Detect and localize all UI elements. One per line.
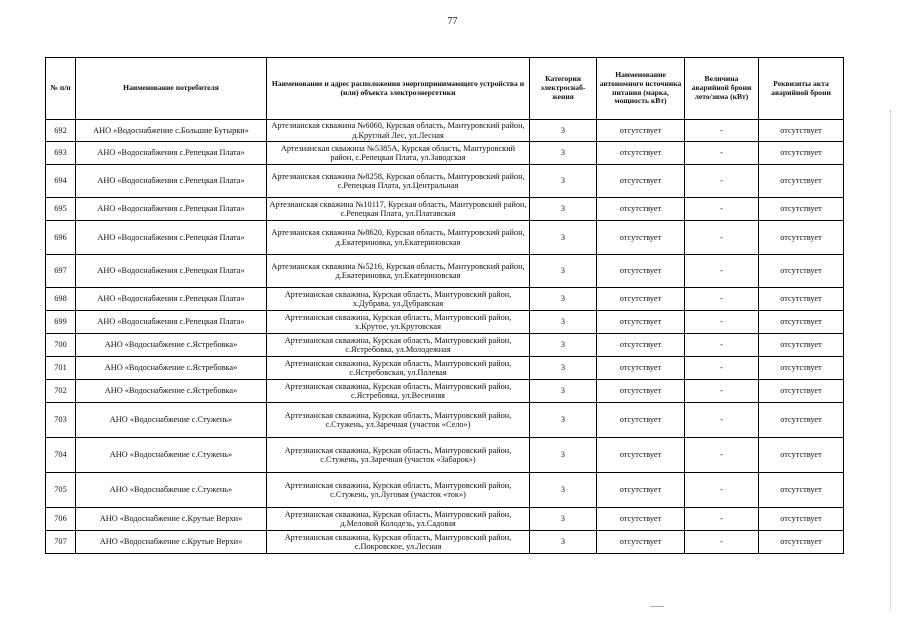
table-row — [46, 531, 844, 554]
scan-foot-mark — [650, 606, 664, 607]
scan-edge-mark — [889, 110, 891, 610]
cell-address: Артезианская скважина, Курская область, Мантуровский район, с.Стужень, ул.Заречная (участок «Забарок») — [267, 438, 530, 473]
cell-reserve: - — [685, 165, 759, 198]
cell-category: 3 — [530, 380, 597, 403]
table-row — [46, 311, 844, 334]
cell-num: 702 — [46, 380, 76, 403]
cell-num: 701 — [46, 357, 76, 380]
cell-category: 3 — [530, 508, 597, 531]
cell-consumer: АНО «Водоснабжения с.Репецкая Плата» — [76, 288, 267, 311]
table-row — [46, 473, 844, 508]
cell-consumer: АНО «Водоснабжение с.Ястребовка» — [76, 380, 267, 403]
cell-num: 706 — [46, 508, 76, 531]
cell-source: отсутствует — [597, 221, 685, 255]
cell-category: 3 — [530, 255, 597, 288]
table-body — [46, 120, 844, 554]
cell-reserve: - — [685, 508, 759, 531]
cell-category: 3 — [530, 473, 597, 508]
header-address: Наименование и адрес расположения энергопринимающего устройства и (или) объекта электроэнергетики — [267, 58, 530, 120]
cell-act: отсутствует — [759, 255, 844, 288]
cell-num: 704 — [46, 438, 76, 473]
cell-source: отсутствует — [597, 531, 685, 554]
cell-act: отсутствует — [759, 221, 844, 255]
table-row — [46, 403, 844, 438]
cell-address: Артезианская скважина №8620, Курская область, Мантуровский район, д.Екатериновка, ул.Екатериновская — [267, 221, 530, 255]
cell-act: отсутствует — [759, 473, 844, 508]
cell-act: отсутствует — [759, 357, 844, 380]
header-consumer: Наименование потребителя — [76, 58, 267, 120]
cell-source: отсутствует — [597, 120, 685, 142]
cell-num: 695 — [46, 198, 76, 221]
cell-consumer: АНО «Водоснабжения с.Репецкая Плата» — [76, 142, 267, 165]
cell-num: 707 — [46, 531, 76, 554]
cell-address: Артезианская скважина, Курская область, Мантуровский район, д.Меловой Колодезь, ул.Садовая — [267, 508, 530, 531]
cell-address: Артезианская скважина, Курская область, Мантуровский район, х.Крутое, ул.Крутовская — [267, 311, 530, 334]
cell-act: отсутствует — [759, 531, 844, 554]
cell-source: отсутствует — [597, 403, 685, 438]
cell-source: отсутствует — [597, 165, 685, 198]
cell-num: 698 — [46, 288, 76, 311]
cell-source: отсутствует — [597, 334, 685, 357]
cell-reserve: - — [685, 380, 759, 403]
cell-act: отсутствует — [759, 198, 844, 221]
table-row — [46, 334, 844, 357]
table-header-row — [46, 58, 844, 120]
cell-num: 694 — [46, 165, 76, 198]
cell-act: отсутствует — [759, 380, 844, 403]
cell-category: 3 — [530, 288, 597, 311]
cell-consumer: АНО «Водоснабжение с.Стужень» — [76, 473, 267, 508]
cell-category: 3 — [530, 531, 597, 554]
cell-source: отсутствует — [597, 142, 685, 165]
cell-consumer: АНО «Водоснабжения с.Репецкая Плата» — [76, 165, 267, 198]
cell-reserve: - — [685, 198, 759, 221]
table-row — [46, 142, 844, 165]
cell-source: отсутствует — [597, 357, 685, 380]
cell-category: 3 — [530, 334, 597, 357]
cell-consumer: АНО «Водоснабжения с.Репецкая Плата» — [76, 221, 267, 255]
cell-category: 3 — [530, 142, 597, 165]
cell-num: 703 — [46, 403, 76, 438]
cell-reserve: - — [685, 403, 759, 438]
cell-reserve: - — [685, 473, 759, 508]
cell-category: 3 — [530, 198, 597, 221]
table-row — [46, 255, 844, 288]
cell-consumer: АНО «Водоснабжения с.Репецкая Плата» — [76, 255, 267, 288]
cell-source: отсутствует — [597, 311, 685, 334]
cell-act: отсутствует — [759, 403, 844, 438]
table-row — [46, 165, 844, 198]
table-row — [46, 508, 844, 531]
cell-reserve: - — [685, 531, 759, 554]
table-row — [46, 120, 844, 142]
cell-source: отсутствует — [597, 473, 685, 508]
cell-consumer: АНО «Водоснабжение с.Крутые Верхи» — [76, 531, 267, 554]
cell-address: Артезианская скважина, Курская область, Мантуровский район, с.Ястребовка, ул.Весенняя — [267, 380, 530, 403]
cell-reserve: - — [685, 120, 759, 142]
table-row — [46, 288, 844, 311]
cell-num: 700 — [46, 334, 76, 357]
page-number: 77 — [447, 16, 458, 27]
cell-source: отсутствует — [597, 508, 685, 531]
cell-act: отсутствует — [759, 120, 844, 142]
cell-address: Артезианская скважина, Курская область, Мантуровский район, с.Ястребовка, ул.Молодежная — [267, 334, 530, 357]
cell-category: 3 — [530, 438, 597, 473]
cell-num: 699 — [46, 311, 76, 334]
cell-num: 696 — [46, 221, 76, 255]
consumers-table — [45, 57, 844, 554]
cell-reserve: - — [685, 288, 759, 311]
cell-address: Артезианская скважина №10117, Курская область, Мантуровский район, с.Репецкая Плата, ул.Платавская — [267, 198, 530, 221]
table-row — [46, 198, 844, 221]
cell-reserve: - — [685, 334, 759, 357]
cell-address: Артезианская скважина, Курская область, Мантуровский район, с.Ястребовская, ул.Полевая — [267, 357, 530, 380]
table-row — [46, 357, 844, 380]
cell-address: Артезианская скважина, Курская область, Мантуровский район, х.Дубрава, ул.Дубравская — [267, 288, 530, 311]
table-row — [46, 438, 844, 473]
header-act: Реквизиты акта аварийной брони — [759, 58, 844, 120]
table-row — [46, 221, 844, 255]
cell-consumer: АНО «Водоснабжение с.Стужень» — [76, 438, 267, 473]
cell-consumer: АНО «Водоснабжение с.Большие Бутырки» — [76, 120, 267, 142]
cell-consumer: АНО «Водоснабжения с.Репецкая Плата» — [76, 198, 267, 221]
cell-category: 3 — [530, 165, 597, 198]
cell-address: Артезианская скважина, Курская область, Мантуровский район, с.Стужень, ул.Заречная (участок «Село») — [267, 403, 530, 438]
cell-num: 705 — [46, 473, 76, 508]
cell-consumer: АНО «Водоснабжение с.Ястребовка» — [76, 357, 267, 380]
cell-address: Артезианская скважина, Курская область, Мантуровский район, с.Стужень, ул.Луговая (участок «ток») — [267, 473, 530, 508]
cell-act: отсутствует — [759, 334, 844, 357]
cell-reserve: - — [685, 221, 759, 255]
cell-act: отсутствует — [759, 142, 844, 165]
cell-category: 3 — [530, 403, 597, 438]
cell-consumer: АНО «Водоснабжение с.Ястребовка» — [76, 334, 267, 357]
cell-source: отсутствует — [597, 380, 685, 403]
header-source: Наименование автономного источника питания (марка, мощность кВт) — [597, 58, 685, 120]
cell-num: 692 — [46, 120, 76, 142]
cell-act: отсутствует — [759, 438, 844, 473]
header-category: Категория электроснаб-жения — [530, 58, 597, 120]
cell-address: Артезианская скважина №8258, Курская область, Мантуровский район, с.Репецкая Плата, ул.Центральная — [267, 165, 530, 198]
cell-reserve: - — [685, 438, 759, 473]
cell-act: отсутствует — [759, 311, 844, 334]
cell-category: 3 — [530, 357, 597, 380]
cell-act: отсутствует — [759, 165, 844, 198]
cell-source: отсутствует — [597, 255, 685, 288]
cell-num: 697 — [46, 255, 76, 288]
cell-category: 3 — [530, 120, 597, 142]
cell-address: Артезианская скважина №5216, Курская область, Мантуровский район, д.Екатериновка, ул.Екатериновская — [267, 255, 530, 288]
cell-address: Артезианская скважина №5385А, Курская область, Мантуровский район, с.Репецкая Плата, ул.Заводская — [267, 142, 530, 165]
header-reserve: Величина аварийной брони лето/зима (кВт) — [685, 58, 759, 120]
cell-reserve: - — [685, 357, 759, 380]
cell-reserve: - — [685, 255, 759, 288]
table-row — [46, 380, 844, 403]
cell-consumer: АНО «Водоснабжение с.Крутые Верхи» — [76, 508, 267, 531]
cell-act: отсутствует — [759, 508, 844, 531]
cell-consumer: АНО «Водоснабжения с.Репецкая Плата» — [76, 311, 267, 334]
cell-num: 693 — [46, 142, 76, 165]
cell-reserve: - — [685, 142, 759, 165]
cell-category: 3 — [530, 221, 597, 255]
cell-address: Артезианская скважина №6060, Курская область, Мантуровский район, д.Круглый Лес, ул.Лесная — [267, 120, 530, 142]
cell-category: 3 — [530, 311, 597, 334]
cell-act: отсутствует — [759, 288, 844, 311]
cell-source: отсутствует — [597, 288, 685, 311]
cell-consumer: АНО «Водоснабжение с.Стужень» — [76, 403, 267, 438]
cell-address: Артезианская скважина, Курская область, Мантуровский район, с.Покровское, ул.Лесная — [267, 531, 530, 554]
cell-source: отсутствует — [597, 438, 685, 473]
cell-reserve: - — [685, 311, 759, 334]
header-num: № п/п — [46, 58, 76, 120]
cell-source: отсутствует — [597, 198, 685, 221]
